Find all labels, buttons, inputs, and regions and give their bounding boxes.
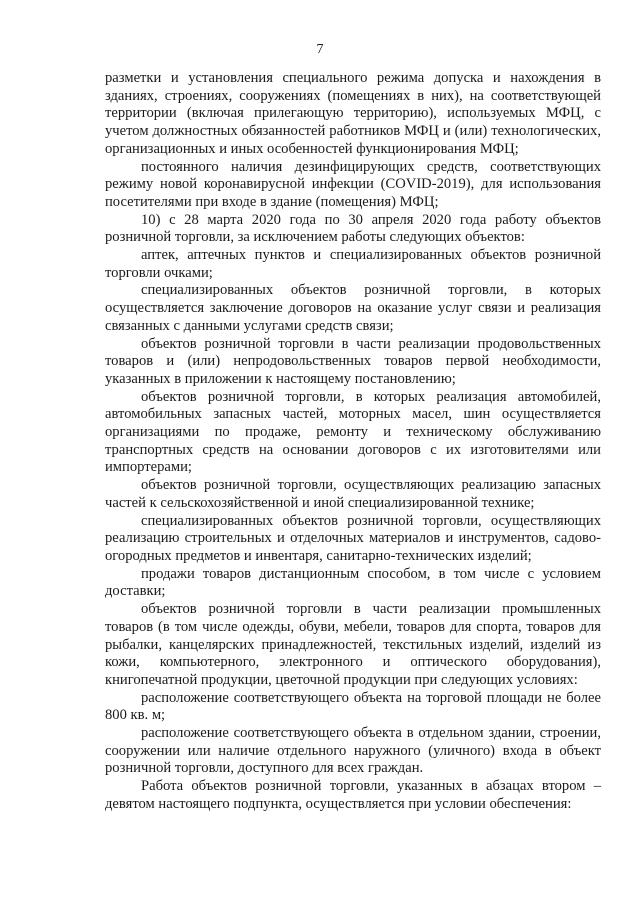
document-body — [105, 70, 601, 814]
paragraph-food-essentials: объектов розничной торговли в части реализации продовольственных товаров и (или) непродовольственных товаров первой необходимости, указанных в приложении к настоящему постановлению; — [105, 335, 601, 387]
paragraph-entrance-condition: расположение соответствующего объекта в отдельном здании, строении, сооружении или наличие отдельного наружного (уличного) входа в объект розничной торговли, доступного для всех граждан. — [105, 725, 601, 777]
paragraph-construction-materials: специализированных объектов розничной торговли, осуществляющих реализацию строительных и отделочных материалов и инструментов, садово-огородных предметов и инвентаря, санитарно-технических изделий; — [105, 512, 601, 564]
paragraph-continuation: разметки и установления специального режима допуска и нахождения в зданиях, строениях, сооружениях (помещениях в них), на соответствующей территории (включая прилегающую территорию), используемых МФЦ, с учетом должностных обязанностей работников МФЦ и (или) технологических, организационных и иных особенностей функционирования МФЦ; — [105, 70, 601, 157]
paragraph-remote-sales: продажи товаров дистанционным способом, в том числе с условием доставки; — [105, 565, 601, 600]
paragraph-agri-parts: объектов розничной торговли, осуществляющих реализацию запасных частей к сельскохозяйственной и иной специализированной технике; — [105, 477, 601, 511]
page-number: 7 — [316, 42, 324, 57]
paragraph-area-condition: расположение соответствующего объекта на торговой площади не более 800 кв. м; — [105, 689, 601, 724]
paragraph-disinfectants: постоянного наличия дезинфицирующих средств, соответствующих режиму новой коронавирусной инфекции (COVID-2019), для использования посетителями при входе в здание (помещения) МФЦ; — [105, 158, 601, 210]
paragraph-auto-parts: объектов розничной торговли, в которых реализация автомобилей, автомобильных запасных частей, моторных масел, шин осуществляется организациями по продаже, ремонту и техническому обслуживанию транспортных средств на основании договоров с их изготовителями или импортерами; — [105, 388, 601, 476]
paragraph-communication-stores: специализированных объектов розничной торговли, в которых осуществляется заключение договоров на оказание услуг связи и реализация связанных с данными услугами средств связи; — [105, 282, 601, 334]
paragraph-industrial-goods: объектов розничной торговли в части реализации промышленных товаров (в том числе одежды, обуви, мебели, товаров для спорта, товаров для рыбалки, канцелярских принадлежностей, текстильных изделий, изделий из кожи, компьютерного, электронного и оптического оборудования), книгопечатной продукции, цветочной продукции при следующих условиях: — [105, 601, 601, 688]
paragraph-item-10: 10) с 28 марта 2020 года по 30 апреля 2020 года работу объектов розничной торговли, за исключением работы следующих объектов: — [105, 211, 601, 246]
paragraph-pharmacies: аптек, аптечных пунктов и специализированных объектов розничной торговли очками; — [105, 247, 601, 281]
paragraph-work-conditions: Работа объектов розничной торговли, указанных в абзацах втором – девятом настоящего подпункта, осуществляется при условии обеспечения: — [105, 778, 601, 812]
